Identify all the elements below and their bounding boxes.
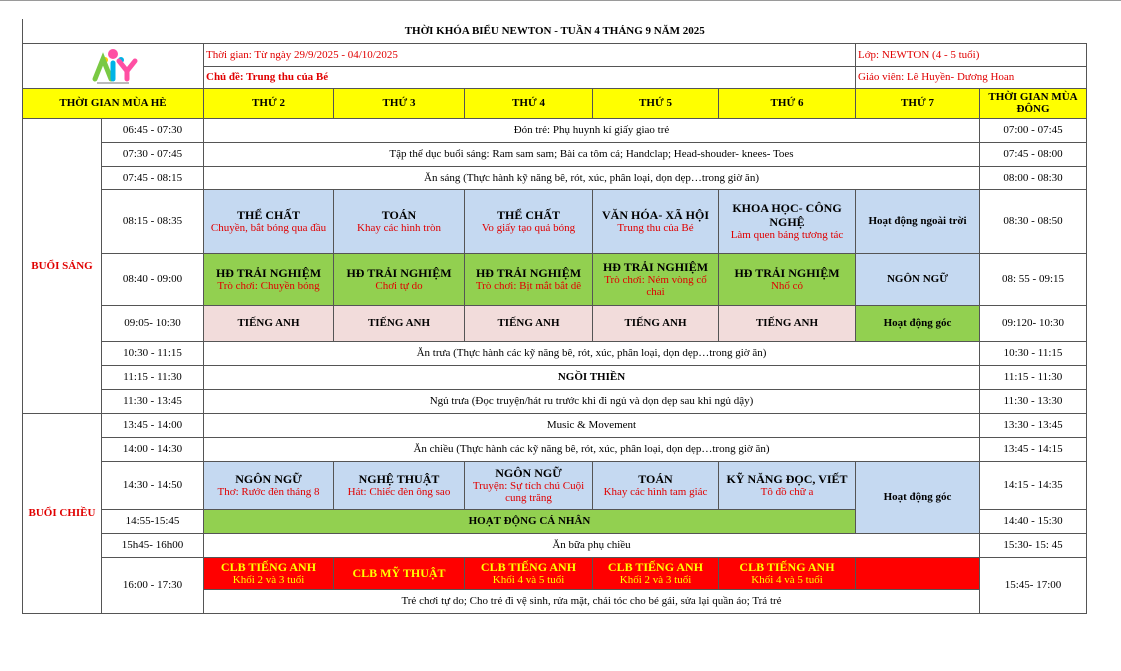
activity: Hát: Chiếc đèn ông sao bbox=[347, 486, 451, 498]
activity: Khối 2 và 3 tuổi bbox=[232, 574, 305, 586]
summer-time: 14:55-15:45 bbox=[102, 509, 204, 533]
activity: Chơi tự do bbox=[375, 280, 423, 292]
activity-span: Ăn bữa phụ chiều bbox=[204, 533, 980, 557]
activity: Trò chơi: Chuyền bóng bbox=[217, 280, 320, 292]
winter-time: 13:45 - 14:15 bbox=[980, 437, 1087, 461]
activity-span: Ngủ trưa (Đọc truyện/hát ru trước khi đi ngủ và dọn dẹp sau khi ngủ dậy) bbox=[204, 389, 980, 413]
summer-time: 08:15 - 08:35 bbox=[102, 189, 204, 253]
subject: TOÁN bbox=[638, 472, 673, 486]
activity: Tô đồ chữ a bbox=[760, 486, 814, 498]
class-cell-sat: NGÔN NGỮ bbox=[856, 253, 980, 305]
summer-time: 09:05- 10:30 bbox=[102, 305, 204, 341]
class-cell-sat: Hoạt động ngoài trời bbox=[856, 189, 980, 253]
class-cell bbox=[334, 253, 465, 305]
subject: CLB TIẾNG ANH bbox=[739, 560, 835, 574]
activity-span: NGỒI THIỀN bbox=[204, 365, 980, 389]
winter-time: 15:30- 15: 45 bbox=[980, 533, 1087, 557]
subject: KỸ NĂNG ĐỌC, VIẾT bbox=[726, 472, 848, 486]
winter-time: 14:40 - 15:30 bbox=[980, 509, 1087, 533]
winter-time: 11:15 - 11:30 bbox=[980, 365, 1087, 389]
activity: Chuyền, bắt bóng qua đầu bbox=[210, 222, 327, 234]
club-cell bbox=[204, 557, 334, 589]
class-cell bbox=[593, 461, 719, 509]
winter-time: 13:30 - 13:45 bbox=[980, 413, 1087, 437]
class-cell bbox=[204, 189, 334, 253]
class-cell bbox=[204, 461, 334, 509]
winter-time: 11:30 - 13:30 bbox=[980, 389, 1087, 413]
summer-time: 14:30 - 14:50 bbox=[102, 461, 204, 509]
activity: Thơ: Rước đèn tháng 8 bbox=[217, 486, 320, 498]
summer-time: 13:45 - 14:00 bbox=[102, 413, 204, 437]
class-cell bbox=[334, 189, 465, 253]
header-summer-time: THỜI GIAN MÙA HÈ bbox=[23, 88, 204, 118]
class-cell bbox=[719, 189, 856, 253]
winter-time: 08: 55 - 09:15 bbox=[980, 253, 1087, 305]
activity-span: Tập thể dục buổi sáng: Ram sam sam; Bài ca tôm cá; Handclap; Head-shouder- knees- Toes bbox=[204, 142, 980, 166]
activity: Khối 4 và 5 tuổi bbox=[492, 574, 565, 586]
subject: HĐ TRẢI NGHIỆM bbox=[734, 266, 840, 280]
header-sat: THỨ 7 bbox=[856, 88, 980, 118]
header-winter-time: THỜI GIAN MÙA ĐÔNG bbox=[980, 88, 1087, 118]
winter-time: 14:15 - 14:35 bbox=[980, 461, 1087, 509]
activity: Trò chơi: Bịt mắt bắt dê bbox=[475, 280, 582, 292]
subject: KHOA HỌC- CÔNG NGHỆ bbox=[732, 201, 842, 229]
subject: THỂ CHẤT bbox=[236, 208, 300, 222]
club-cell bbox=[719, 557, 856, 589]
subject: CLB MỸ THUẬT bbox=[352, 566, 446, 580]
class-cell: TIẾNG ANH bbox=[465, 305, 593, 341]
class-name: Lớp: NEWTON (4 - 5 tuổi) bbox=[856, 43, 1087, 66]
summer-time: 06:45 - 07:30 bbox=[102, 118, 204, 142]
summer-time: 10:30 - 11:15 bbox=[102, 341, 204, 365]
club-cell bbox=[465, 557, 593, 589]
winter-time: 07:00 - 07:45 bbox=[980, 118, 1087, 142]
club-cell-sat bbox=[856, 557, 980, 589]
class-cell bbox=[593, 189, 719, 253]
header-fri: THỨ 6 bbox=[719, 88, 856, 118]
header-thu: THỨ 5 bbox=[593, 88, 719, 118]
class-cell bbox=[593, 253, 719, 305]
class-cell bbox=[719, 461, 856, 509]
activity-span: Trẻ chơi tự do; Cho trẻ đi vệ sinh, rửa mặt, chải tóc cho bé gái, sửa lại quần áo; Trả trẻ bbox=[204, 589, 980, 613]
logo bbox=[23, 43, 204, 88]
summer-time: 07:30 - 07:45 bbox=[102, 142, 204, 166]
session-morning: BUỔI SÁNG bbox=[23, 118, 102, 413]
activity-span: Ăn chiều (Thực hành các kỹ năng bê, rót, xúc, phân loại, dọn dẹp…trong giờ ăn) bbox=[204, 437, 980, 461]
summer-time: 16:00 - 17:30 bbox=[102, 557, 204, 613]
header-mon: THỨ 2 bbox=[204, 88, 334, 118]
time-range: Thời gian: Từ ngày 29/9/2025 - 04/10/2025 bbox=[204, 43, 856, 66]
winter-time: 09:120- 10:30 bbox=[980, 305, 1087, 341]
session-afternoon: BUỔI CHIỀU bbox=[23, 413, 102, 613]
summer-time: 07:45 - 08:15 bbox=[102, 166, 204, 189]
class-cell bbox=[204, 253, 334, 305]
activity: Khay các hình tam giác bbox=[603, 486, 708, 498]
activity: Truyện: Sự tích chú Cuội cung trăng bbox=[472, 480, 585, 504]
activity-span: Đón trẻ: Phụ huynh kí giấy giao trẻ bbox=[204, 118, 980, 142]
subject: NGHỆ THUẬT bbox=[358, 472, 440, 486]
activity: Trò chơi: Ném vòng cổ chai bbox=[604, 274, 707, 298]
subject: CLB TIẾNG ANH bbox=[220, 560, 317, 574]
window-top-border bbox=[0, 0, 1121, 1]
aik-logo-icon bbox=[83, 45, 143, 87]
winter-time: 15:45- 17:00 bbox=[980, 557, 1087, 613]
summer-time: 11:30 - 13:45 bbox=[102, 389, 204, 413]
activity: Làm quen bảng tương tác bbox=[730, 229, 844, 241]
activity: Nhổ cỏ bbox=[770, 280, 804, 292]
class-cell bbox=[465, 253, 593, 305]
winter-time: 10:30 - 11:15 bbox=[980, 341, 1087, 365]
activity-span: Ăn sáng (Thực hành kỹ năng bê, rót, xúc, phân loại, dọn dẹp…trong giờ ăn) bbox=[204, 166, 980, 189]
subject: CLB TIẾNG ANH bbox=[480, 560, 577, 574]
summer-time: 08:40 - 09:00 bbox=[102, 253, 204, 305]
club-cell bbox=[593, 557, 719, 589]
class-cell: TIẾNG ANH bbox=[719, 305, 856, 341]
class-cell-sat: Hoạt động góc bbox=[856, 461, 980, 533]
activity-span: HOẠT ĐỘNG CÁ NHÂN bbox=[204, 509, 856, 533]
teachers: Giáo viên: Lê Huyền- Dương Hoan bbox=[856, 66, 1087, 88]
theme: Chủ đề: Trung thu của Bé bbox=[204, 66, 856, 88]
class-cell bbox=[465, 189, 593, 253]
class-cell bbox=[719, 253, 856, 305]
class-cell: TIẾNG ANH bbox=[204, 305, 334, 341]
subject: NGÔN NGỮ bbox=[495, 466, 562, 480]
summer-time: 11:15 - 11:30 bbox=[102, 365, 204, 389]
activity: Vo giấy tạo quả bóng bbox=[481, 222, 576, 234]
header-wed: THỨ 4 bbox=[465, 88, 593, 118]
page-title: THỜI KHÓA BIỂU NEWTON - TUẦN 4 THÁNG 9 NĂM 2025 bbox=[23, 19, 1087, 43]
subject: THỂ CHẤT bbox=[496, 208, 560, 222]
activity-span: Ăn trưa (Thực hành các kỹ năng bê, rót, xúc, phân loại, dọn dẹp…trong giờ ăn) bbox=[204, 341, 980, 365]
activity: Khối 4 và 5 tuổi bbox=[751, 574, 823, 586]
subject: HĐ TRẢI NGHIỆM bbox=[215, 266, 322, 280]
header-tue: THỨ 3 bbox=[334, 88, 465, 118]
winter-time: 07:45 - 08:00 bbox=[980, 142, 1087, 166]
class-cell bbox=[334, 461, 465, 509]
class-cell: TIẾNG ANH bbox=[593, 305, 719, 341]
subject: VĂN HÓA- XÃ HỘI bbox=[602, 208, 709, 222]
subject: CLB TIẾNG ANH bbox=[607, 560, 704, 574]
class-cell-sat: Hoạt động góc bbox=[856, 305, 980, 341]
subject: NGÔN NGỮ bbox=[235, 472, 302, 486]
subject: HĐ TRẢI NGHIỆM bbox=[346, 266, 452, 280]
activity: Trung thu của Bé bbox=[617, 222, 694, 234]
summer-time: 15h45- 16h00 bbox=[102, 533, 204, 557]
subject: HĐ TRẢI NGHIỆM bbox=[602, 260, 709, 274]
club-cell bbox=[334, 557, 465, 589]
activity: Khay các hình tròn bbox=[357, 222, 441, 234]
class-cell bbox=[465, 461, 593, 509]
class-cell: TIẾNG ANH bbox=[334, 305, 465, 341]
timetable bbox=[22, 19, 1087, 614]
winter-time: 08:30 - 08:50 bbox=[980, 189, 1087, 253]
activity-span: Music & Movement bbox=[204, 413, 980, 437]
summer-time: 14:00 - 14:30 bbox=[102, 437, 204, 461]
activity: Khối 2 và 3 tuổi bbox=[619, 574, 692, 586]
subject: HĐ TRẢI NGHIỆM bbox=[475, 266, 582, 280]
subject: TOÁN bbox=[381, 208, 417, 222]
winter-time: 08:00 - 08:30 bbox=[980, 166, 1087, 189]
